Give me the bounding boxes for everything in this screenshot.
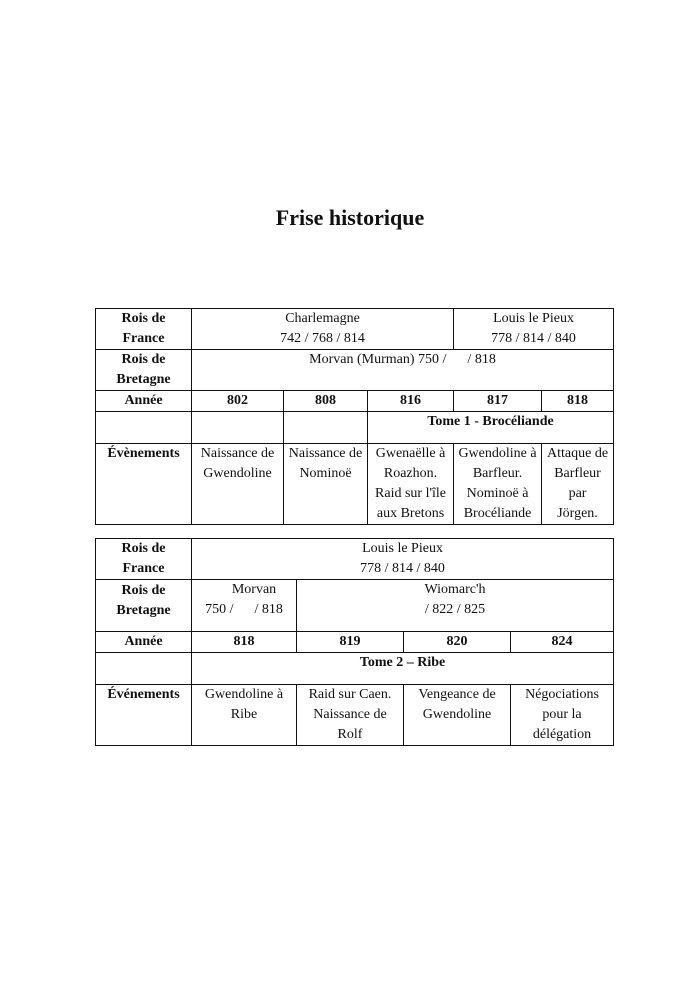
label-annee: Année: [96, 391, 192, 412]
king-dates: 750 / / 818: [205, 602, 283, 617]
year-cell: 820: [404, 632, 511, 653]
label-evenements: Événements: [96, 685, 192, 746]
event-cell: Gwendoline à Barfleur. Nominoë à Brocéliande: [454, 444, 542, 525]
tome-label: Tome 2 – Ribe: [192, 653, 614, 685]
king-dates: / 822 / 825: [424, 602, 486, 617]
label-evenements: Évènements: [96, 444, 192, 525]
king-dates: 742 / 768 / 814: [280, 331, 365, 346]
king-cell-louis-le-pieux: [192, 539, 614, 580]
king-name: Morvan: [231, 582, 277, 597]
year-cell: 816: [368, 391, 454, 412]
king-dates: 778 / 814 / 840: [360, 561, 445, 576]
label-rois-de-bretagne: Rois de Bretagne: [96, 580, 192, 632]
event-cell: Naissance de Nominoë: [284, 444, 368, 525]
label-rois-de-france: Rois de France: [96, 539, 192, 580]
year-cell: 819: [297, 632, 404, 653]
empty-cell: [284, 412, 368, 444]
year-cell: 824: [511, 632, 614, 653]
event-cell: Vengeance de Gwendoline: [404, 685, 511, 746]
year-cell: 817: [454, 391, 542, 412]
king-cell-louis-le-pieux: [454, 309, 614, 350]
empty-cell: [96, 412, 192, 444]
label-annee: Année: [96, 632, 192, 653]
year-cell: 808: [284, 391, 368, 412]
king-name: Louis le Pieux: [362, 541, 443, 556]
empty-cell: [192, 412, 284, 444]
empty-cell: [96, 653, 192, 685]
king-cell-morvan: [192, 580, 297, 632]
year-cell: 818: [192, 632, 297, 653]
label-rois-de-bretagne: Rois de Bretagne: [96, 350, 192, 391]
king-cell-wiomarch: [297, 580, 614, 632]
year-cell: 818: [542, 391, 614, 412]
event-cell: Raid sur Caen. Naissance de Rolf: [297, 685, 404, 746]
event-cell: Gwenaëlle à Roazhon. Raid sur l'île aux Bretons: [368, 444, 454, 525]
event-cell: Négociations pour la délégation: [511, 685, 614, 746]
king-name: Louis le Pieux: [493, 311, 574, 326]
timeline-table-2: [95, 538, 614, 746]
king-cell-charlemagne: [192, 309, 454, 350]
event-cell: Naissance de Gwendoline: [192, 444, 284, 525]
event-cell: Gwendoline à Ribe: [192, 685, 297, 746]
label-rois-de-france: Rois de France: [96, 309, 192, 350]
king-cell-morvan: Morvan (Murman) 750 / / 818: [192, 350, 614, 391]
page-title: Frise historique: [275, 205, 425, 230]
tome-label: Tome 1 - Brocéliande: [368, 412, 614, 444]
king-name: Wiomarc'h: [424, 582, 486, 597]
king-dates: 778 / 814 / 840: [491, 331, 576, 346]
king-name: Charlemagne: [285, 311, 360, 326]
year-cell: 802: [192, 391, 284, 412]
timeline-table-1: [95, 308, 614, 525]
event-cell: Attaque de Barfleur par Jörgen.: [542, 444, 614, 525]
